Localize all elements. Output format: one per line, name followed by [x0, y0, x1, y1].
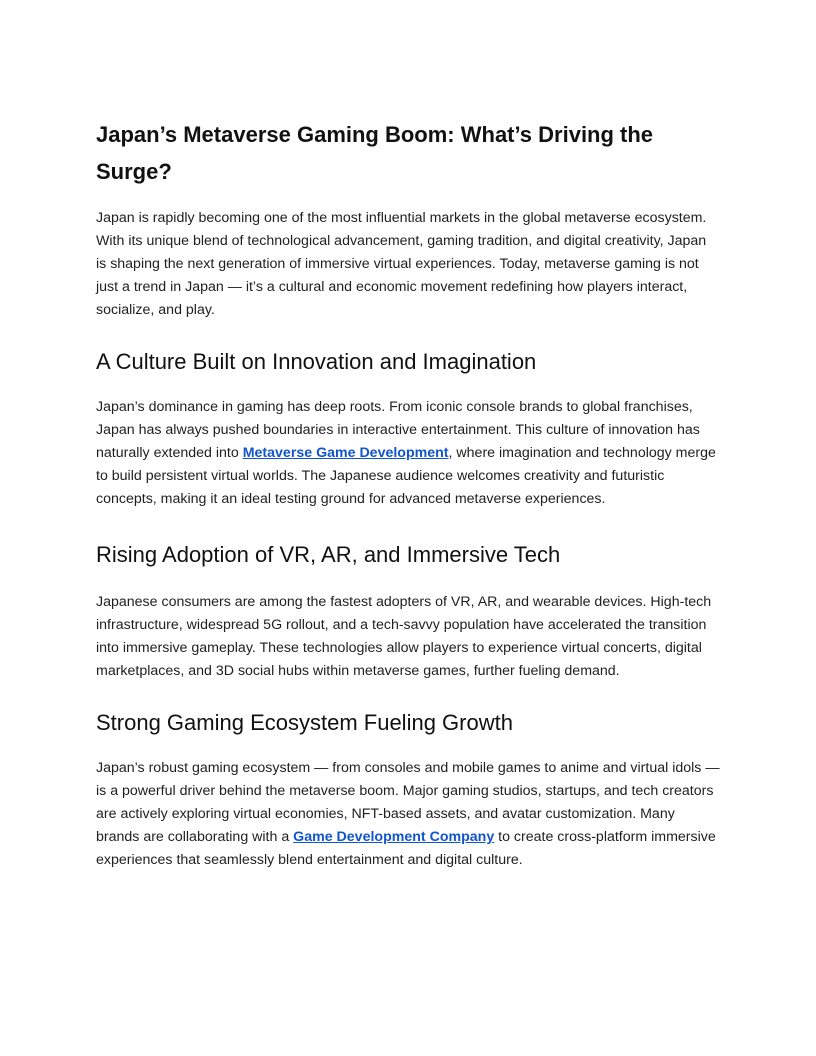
section-heading-ecosystem: Strong Gaming Ecosystem Fueling Growth	[96, 710, 513, 735]
paragraph-text: to create cross-platform immersive experiences that seamlessly blend entertainment and digital culture.	[96, 829, 716, 868]
section-heading-culture: A Culture Built on Innovation and Imagination	[96, 349, 537, 374]
game-development-company-link[interactable]: Game Development Company	[293, 829, 495, 845]
intro-paragraph: Japan is rapidly becoming one of the most influential markets in the global metaverse ecosystem. With its unique blend of technological advancement, gaming tradition, and digital creativity, Japan is shaping the next generation of immersive virtual experiences. Today, metaverse gaming is not just a trend in Japan — it’s a cultural and economic movement redefining how players interact, socialize, and play.	[96, 210, 707, 318]
document-title: Japan’s Metaverse Gaming Boom: What’s Driving the Surge?	[96, 122, 654, 184]
section-paragraph-adoption: Japanese consumers are among the fastest adopters of VR, AR, and wearable devices. High-tech infrastructure, widespread 5G rollout, and a tech-savvy population have accelerated the transition into immersive gameplay. These technologies allow players to experience virtual concerts, digital marketplaces, and 3D social hubs within metaverse games, further fueling demand.	[96, 594, 712, 679]
metaverse-game-development-link[interactable]: Metaverse Game Development	[242, 445, 449, 461]
section-paragraph-ecosystem	[96, 757, 720, 872]
paragraph-text: Japan’s robust gaming ecosystem — from consoles and mobile games to anime and virtual idols — is a powerful driver behind the metaverse boom. Major gaming studios, startups, and tech creators are actively exploring virtual economies, NFT-based assets, and avatar customization. Many brands are collaborating with a	[96, 760, 720, 845]
paragraph-text: , where imagination and technology merge to build persistent virtual worlds. The Japanese audience welcomes creativity and futuristic concepts, making it an ideal testing ground for advanced metaverse experiences.	[96, 445, 716, 507]
paragraph-text: Japan’s dominance in gaming has deep roots. From iconic console brands to global franchises, Japan has always pushed boundaries in interactive entertainment. This culture of innovation has naturally extended into	[96, 399, 700, 461]
section-heading-adoption: Rising Adoption of VR, AR, and Immersive Tech	[96, 542, 561, 567]
section-paragraph-culture	[96, 396, 720, 511]
